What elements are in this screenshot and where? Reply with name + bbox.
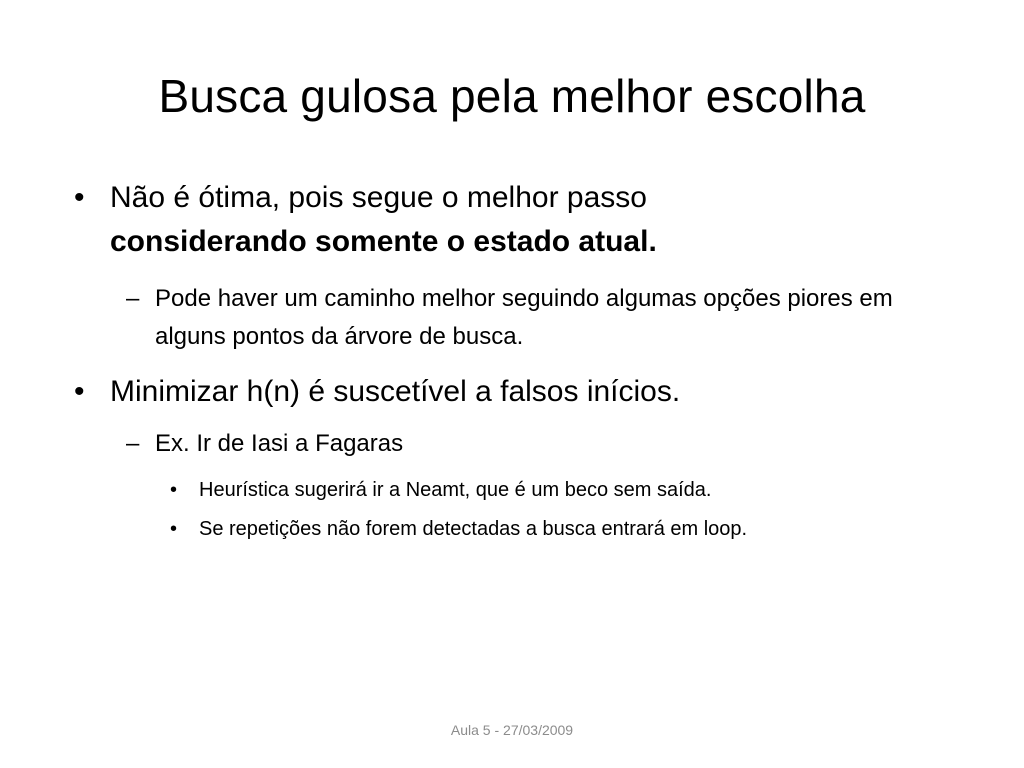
sub-bullet-text: Pode haver um caminho melhor seguindo algumas opções piores em alguns pontos da árvore de busca.: [155, 285, 893, 350]
sub-sub-bullet-item: [170, 472, 970, 508]
bullet-marker: •: [74, 375, 85, 408]
dash-marker: –: [126, 285, 140, 312]
sub-bullet-item: [126, 280, 926, 356]
bullet-item: [74, 176, 954, 264]
sub-sub-bullet-text: Heurística sugerirá ir a Neamt, que é um beco sem saída.: [199, 479, 712, 501]
slide-footer: Aula 5 - 27/03/2009: [450, 722, 574, 738]
bullet-marker: •: [170, 479, 178, 501]
bullet-text-bold: considerando somente o estado atual.: [110, 225, 657, 258]
bullet-marker: •: [170, 518, 178, 540]
bullet-text: Minimizar h(n) é suscetível a falsos inícios.: [110, 375, 681, 408]
bullet-text: [110, 176, 954, 264]
bullet-marker: •: [74, 181, 85, 214]
dash-marker: –: [126, 430, 140, 457]
bullet-item: [74, 370, 954, 414]
sub-sub-bullet-text: Se repetições não forem detectadas a busca entrará em loop.: [199, 518, 748, 540]
sub-bullet-text: Ex. Ir de Iasi a Fagaras: [155, 430, 404, 457]
bullet-text-regular: Não é ótima, pois segue o melhor passo: [110, 181, 647, 214]
sub-bullet-item: [126, 425, 926, 463]
slide-title: Busca gulosa pela melhor escolha: [158, 70, 866, 122]
sub-sub-bullet-item: [170, 511, 970, 547]
